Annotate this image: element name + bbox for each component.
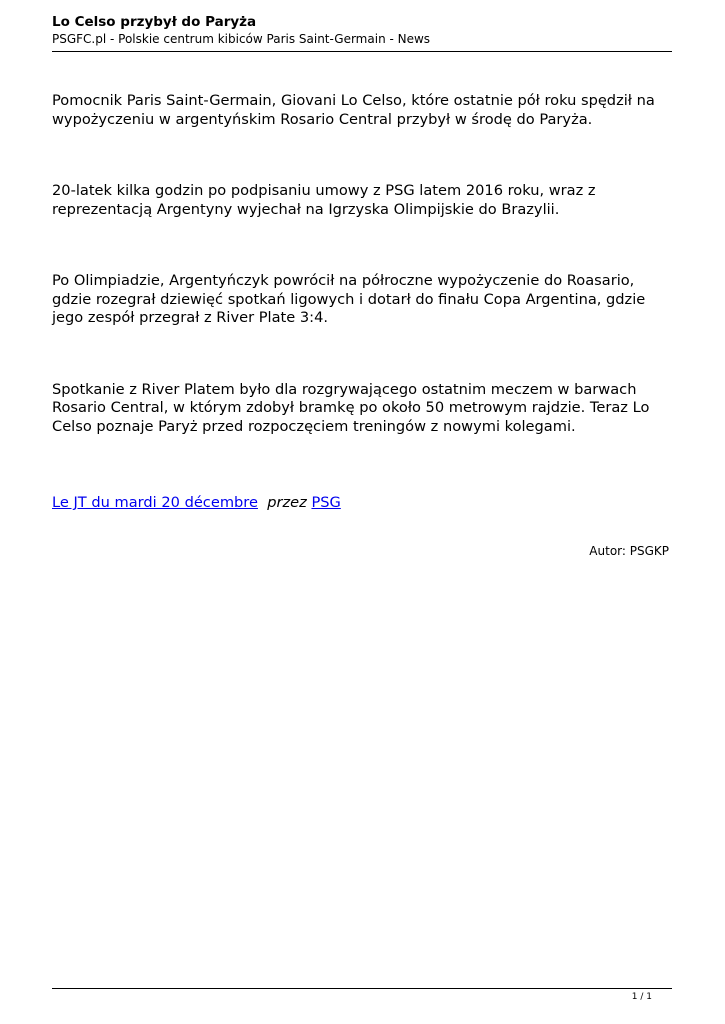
article-paragraph: 20-latek kilka godzin po podpisaniu umowy z PSG latem 2016 roku, wraz z reprezentacją Argentyny wyjechał na Igrzyska Olimpijskie do Brazylii. xyxy=(52,182,596,218)
article-paragraph: Pomocnik Paris Saint-Germain, Giovani Lo Celso, które ostatnie pół roku spędził na wypożyczeniu w argentyńskim Rosario Central przybył w środę do Paryża. xyxy=(52,92,655,128)
header-divider xyxy=(52,51,672,52)
footer-divider xyxy=(52,988,672,989)
video-source-line xyxy=(52,494,341,513)
article-title: Lo Celso przybył do Paryża xyxy=(52,14,257,30)
article-paragraph: Po Olimpiadzie, Argentyńczyk powrócił na półroczne wypożyczenie do Roasario, gdzie rozegrał dziewięć spotkań ligowych i dotarł do finału Copa Argentina, gdzie jego zespół przegrał z River Plate 3:4. xyxy=(52,272,646,326)
by-label: przez xyxy=(267,494,307,511)
video-link[interactable]: Le JT du mardi 20 décembre xyxy=(52,494,258,511)
channel-link[interactable]: PSG xyxy=(311,494,341,511)
author-credit: Autor: PSGKP xyxy=(589,544,669,558)
site-subtitle: PSGFC.pl - Polskie centrum kibiców Paris Saint-Germain - News xyxy=(52,32,431,46)
document-header xyxy=(52,14,672,47)
page-number: 1 / 1 xyxy=(631,992,652,1002)
article-paragraph: Spotkanie z River Platem było dla rozgrywającego ostatnim meczem w barwach Rosario Central, w którym zdobył bramkę po około 50 metrowym rajdzie. Teraz Lo Celso poznaje Paryż przed rozpoczęciem treningów z nowymi kolegami. xyxy=(52,380,650,435)
article-body xyxy=(52,92,672,489)
